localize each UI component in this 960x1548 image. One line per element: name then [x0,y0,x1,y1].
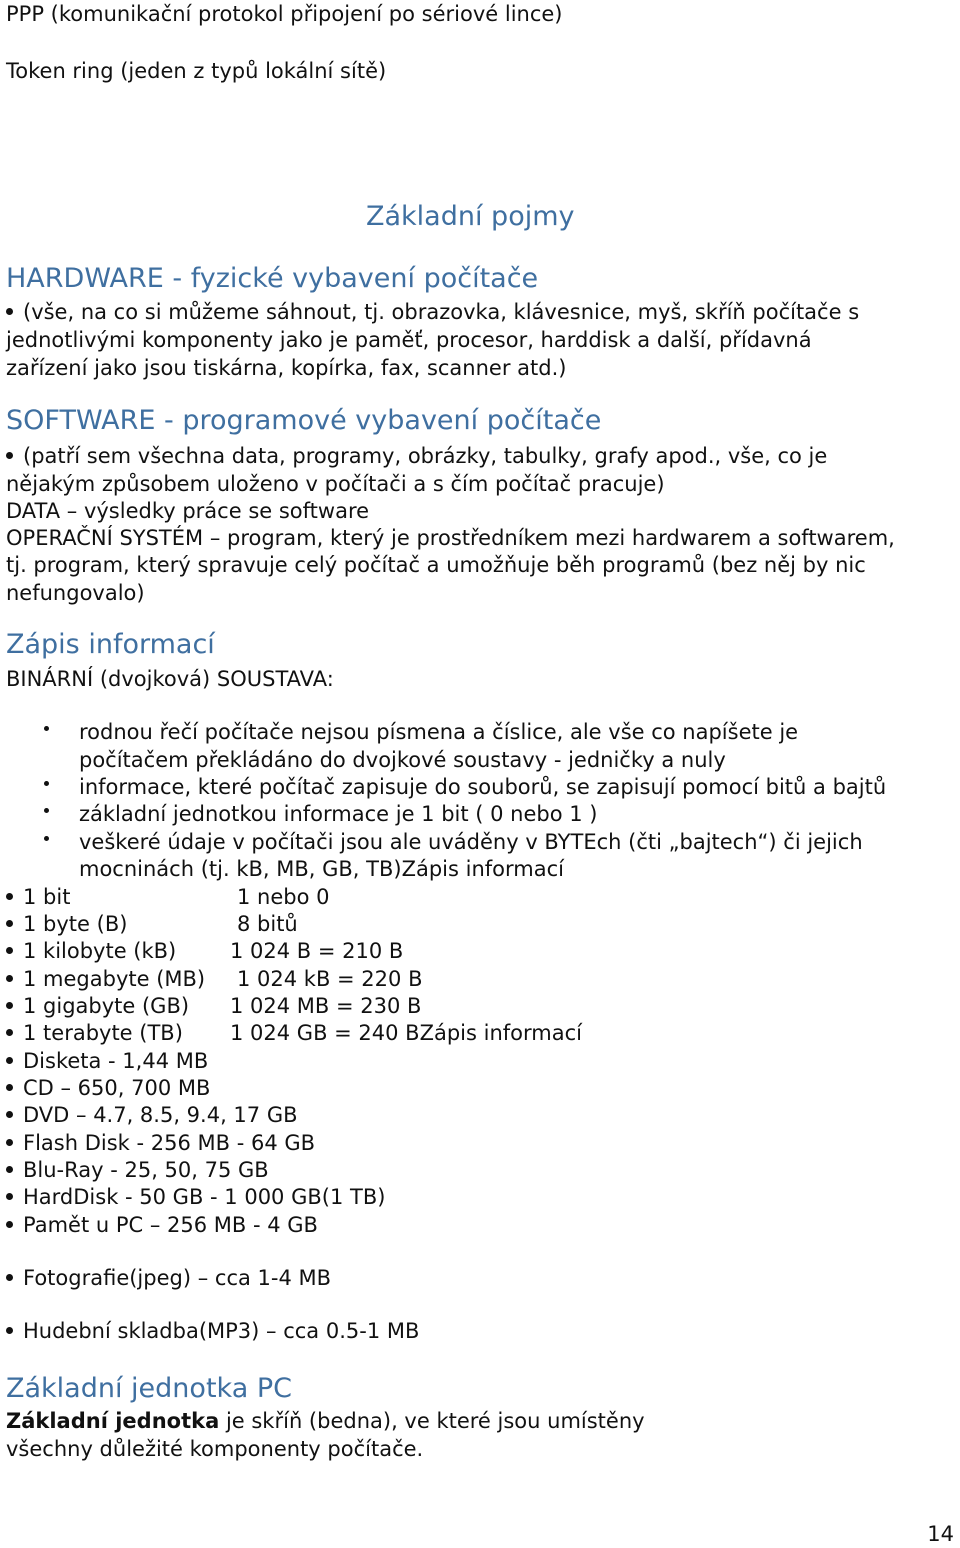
bullet-icon [6,1193,13,1200]
unit-row: 1 megabyte (MB) [6,965,205,993]
media-item-flash: Flash Disk - 256 MB - 64 GB [6,1129,315,1157]
unit-value: 1 024 GB = 240 BZápis informací [230,1021,582,1045]
unit-row: 1 terabyte (TB) [6,1019,183,1047]
jednotka-line-1: Základní jednotka je skříň (bedna), ve které jsou umístěny [6,1409,645,1433]
bullet-icon [6,920,13,927]
heading-hardware: HARDWARE - fyzické vybavení počítače [6,263,539,294]
bullet-icon [6,1029,13,1036]
bullet-icon [44,781,49,786]
bullet-icon [44,808,49,813]
hardware-line-1: (vše, na co si můžeme sáhnout, tj. obrazovka, klávesnice, myš, skříň počítače s [6,298,859,326]
unit-value: 1 024 B = 210 B [230,939,404,963]
bullet-icon [6,1139,13,1146]
bullet-icon [6,1111,13,1118]
unit-row: 1 bit [6,883,70,911]
unit-value: 8 bitů [237,912,298,936]
page-number: 14 [927,1522,954,1546]
software-line-1: (patří sem všechna data, programy, obrázky, tabulky, grafy apod., vše, co je [6,442,827,470]
software-line-os-3: nefungovalo) [6,581,145,605]
media-item-dvd: DVD – 4.7, 8.5, 9.4, 17 GB [6,1101,298,1129]
file-item-foto: Fotografie(jpeg) – cca 1-4 MB [6,1264,331,1292]
binary-point-4: veškeré údaje v počítači jsou ale uváděny v BYTEch (čti „bajtech“) či jejich [79,830,863,854]
bullet-icon [6,893,13,900]
heading-zapis-informaci: Zápis informací [6,629,215,660]
software-line-2: nějakým způsobem uloženo v počítači a s čím počítač pracuje) [6,472,665,496]
hardware-line-2: jednotlivými komponenty jako je paměť, procesor, harddisk a další, přídavná [6,328,812,352]
bullet-icon [6,1084,13,1091]
bullet-icon [6,1057,13,1064]
software-line-os: OPERAČNÍ SYSTÉM – program, který je prostředníkem mezi hardwarem a softwarem, [6,526,895,550]
bullet-icon [6,947,13,954]
media-item-cd: CD – 650, 700 MB [6,1074,210,1102]
media-item-bluray: Blu-Ray - 25, 50, 75 GB [6,1156,269,1184]
binary-point-1-cont: počítačem překládáno do dvojkové soustavy - jedničky a nuly [79,748,726,772]
bullet-icon [44,726,49,731]
heading-software: SOFTWARE - programové vybavení počítače [6,405,602,436]
bullet-icon [6,452,13,459]
bullet-icon [6,1166,13,1173]
binary-point-2: informace, které počítač zapisuje do souborů, se zapisují pomocí bitů a bajtů [79,775,887,799]
unit-row: 1 kilobyte (kB) [6,937,176,965]
bullet-icon [6,1221,13,1228]
bullet-icon [6,308,13,315]
binary-subheading: BINÁRNÍ (dvojková) SOUSTAVA: [6,667,334,691]
intro-line-ppp: PPP (komunikační protokol připojení po sériové lince) [6,2,563,26]
unit-value: 1 024 MB = 230 B [230,994,422,1018]
binary-point-1: rodnou řečí počítače nejsou písmena a číslice, ale vše co napíšete je [79,720,799,744]
heading-zakladni-jednotka: Základní jednotka PC [6,1373,292,1404]
bullet-icon [6,1002,13,1009]
section-title-zakladni-pojmy: Základní pojmy [366,201,575,232]
jednotka-line-2: všechny důležité komponenty počítače. [6,1437,424,1461]
unit-value: 1 024 kB = 220 B [237,967,423,991]
software-line-data: DATA – výsledky práce se software [6,499,370,523]
media-item-harddisk: HardDisk - 50 GB - 1 000 GB(1 TB) [6,1183,385,1211]
hardware-line-3: zařízení jako jsou tiskárna, kopírka, fax, scanner atd.) [6,356,567,380]
unit-value: 1 nebo 0 [237,885,330,909]
software-line-os-2: tj. program, který spravuje celý počítač a umožňuje běh programů (bez něj by nic [6,553,866,577]
bullet-icon [44,836,49,841]
unit-row: 1 gigabyte (GB) [6,992,189,1020]
bullet-icon [6,1327,13,1334]
binary-point-3: základní jednotkou informace je 1 bit ( 0 nebo 1 ) [79,802,598,826]
file-item-mp3: Hudební skladba(MP3) – cca 0.5-1 MB [6,1317,419,1345]
intro-line-token-ring: Token ring (jeden z typů lokální sítě) [6,59,387,83]
media-item-disketa: Disketa - 1,44 MB [6,1047,208,1075]
binary-point-4-cont: mocninách (tj. kB, MB, GB, TB)Zápis informací [79,857,564,881]
unit-row: 1 byte (B) [6,910,127,938]
bullet-icon [6,975,13,982]
bullet-icon [6,1274,13,1281]
media-item-pamet: Pamět u PC – 256 MB - 4 GB [6,1211,318,1239]
